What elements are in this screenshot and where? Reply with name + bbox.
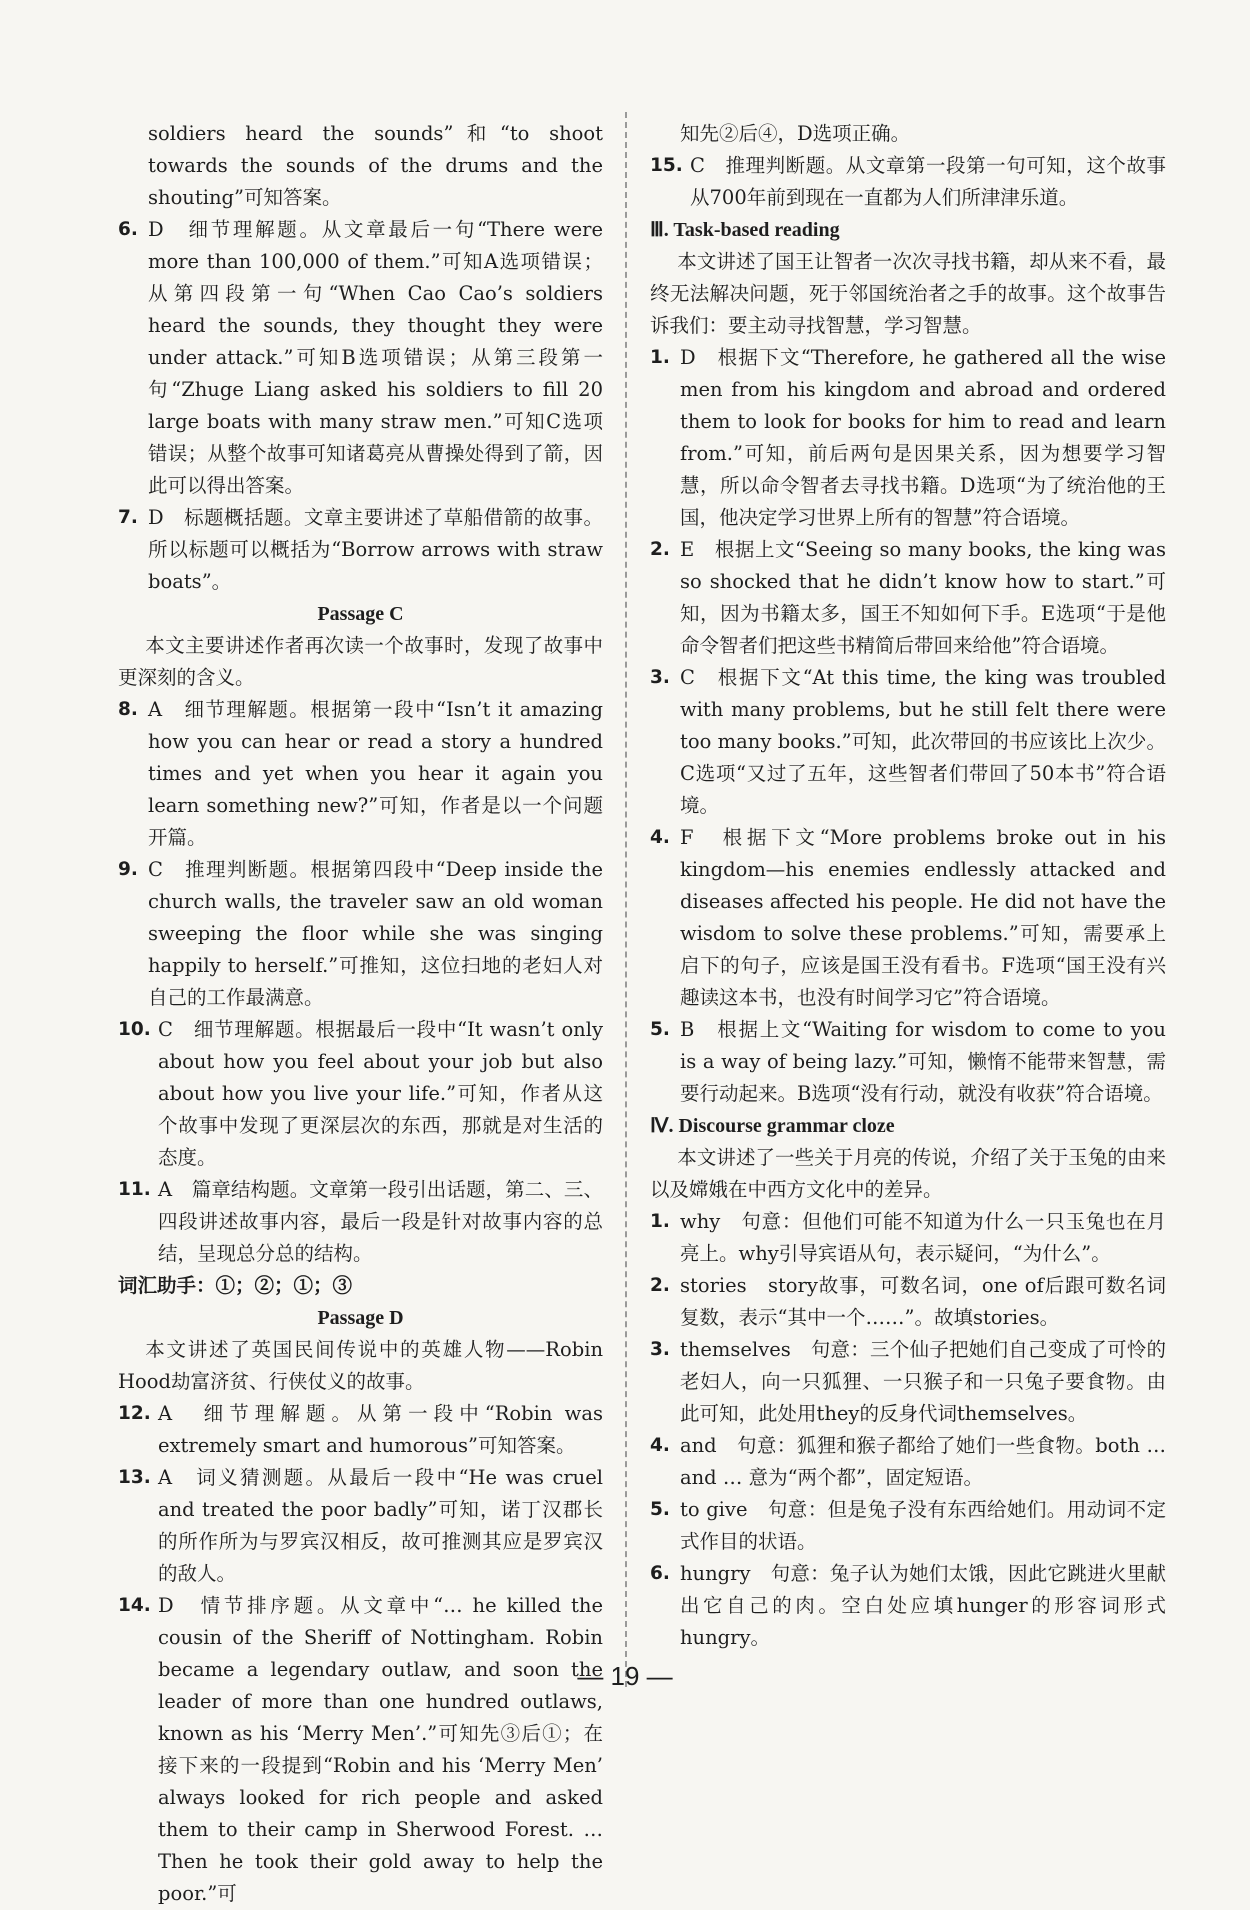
page-number: — 19 — xyxy=(577,1661,673,1691)
question-number: 11. xyxy=(118,1179,151,1200)
answer-item xyxy=(118,502,603,598)
vocabulary-helper: 词汇助手：①；②；①；③ xyxy=(118,1274,353,1297)
answer-word: hungry xyxy=(680,1562,751,1585)
answer-item xyxy=(650,1206,1166,1270)
answer-explanation: C 细节理解题。根据最后一段中“It wasn’t only about how you feel about your job but also about how you live your life.”可知，作者从这个故事中发现了更深层次的东西，那就是对生活的态度。 xyxy=(158,1018,603,1169)
question-number: 2. xyxy=(650,539,670,560)
question-number: 8. xyxy=(118,699,138,720)
answer-word: themselves xyxy=(680,1338,791,1361)
question-number: 7. xyxy=(118,507,138,528)
answer-explanation: D 细节理解题。从文章最后一句“There were more than 100,000 of them.”可知A选项错误；从第四段第一句“When Cao Cao’s soldiers heard the sounds, they thought they were under attack.”可知B选项错误；从第三段第一句“Zhuge Liang asked his soldiers to fill 20 large boats with many straw men.”可知C选项错误；从整个故事可知诸葛亮从曹操处得到了箭，因此可以得出答案。 xyxy=(148,218,603,497)
answer-item xyxy=(118,1462,603,1590)
answer-item xyxy=(118,1590,603,1910)
question-number: 6. xyxy=(650,1563,670,1584)
section-heading: Ⅲ. Task-based reading xyxy=(650,219,840,241)
section-summary: 本文讲述了国王让智者一次次寻找书籍，却从来不看，最终无法解决问题，死于邻国统治者之手的故事。这个故事告诉我们：要主动寻找智慧，学习智慧。 xyxy=(650,250,1166,337)
answer-item xyxy=(650,342,1166,534)
question-number: 10. xyxy=(118,1019,151,1040)
answer-explanation: E 根据上文“Seeing so many books, the king was so shocked that he didn’t know how to start.”可知，因为书籍太多，国王不知如何下手。E选项“于是他命令智者们把这些书精简后带回来给他”符合语境。 xyxy=(680,538,1166,657)
question-number: 13. xyxy=(118,1467,151,1488)
answer-item xyxy=(118,214,603,502)
answer-explanation: 句意：但是兔子没有东西给她们。用动词不定式作目的状语。 xyxy=(680,1498,1166,1553)
answer-explanation: C 推理判断题。从文章第一段第一句可知，这个故事从700年前到现在一直都为人们所津津乐道。 xyxy=(690,154,1166,209)
answer-explanation: C 根据下文“At this time, the king was troubled with many problems, but he still felt there were too many books.”可知，此次带回的书应该比上次少。C选项“又过了五年，这些智者们带回了50本书”符合语境。 xyxy=(680,666,1166,817)
answer-item xyxy=(118,694,603,854)
answer-item xyxy=(650,822,1166,1014)
left-column xyxy=(118,118,603,1910)
answer-item xyxy=(650,150,1166,214)
answer-item xyxy=(118,1014,603,1174)
answer-item xyxy=(650,1014,1166,1110)
answer-word: why xyxy=(680,1210,721,1233)
question-number: 1. xyxy=(650,347,670,368)
question-number: 9. xyxy=(118,859,138,880)
answer-word: to give xyxy=(680,1498,748,1521)
answer-explanation: 句意：但他们可能不知道为什么一只玉兔也在月亮上。why引导宾语从句，表示疑问，“为什么”。 xyxy=(680,1210,1166,1265)
answer-explanation: D 标题概括题。文章主要讲述了草船借箭的故事。所以标题可以概括为“Borrow arrows with straw boats”。 xyxy=(148,506,603,593)
question-number: 15. xyxy=(650,155,683,176)
answer-explanation: F 根据下文“More problems broke out in his kingdom—his enemies endlessly attacked and diseases affected his people. He did not have the wisdom to solve these problems.”可知，需要承上启下的句子，应该是国王没有看书。F选项“国王没有兴趣读这本书，也没有时间学习它”符合语境。 xyxy=(680,826,1166,1009)
answer-item xyxy=(650,534,1166,662)
answer-word: and xyxy=(680,1434,717,1457)
answer-explanation: D 情节排序题。从文章中“… he killed the cousin of the Sheriff of Nottingham. Robin became a legendary outlaw, and soon the leader of more than one hundred outlaws, known as his ‘Merry Men’.”可知先③后①；在接下来的一段提到“Robin and his ‘Merry Men’ always looked for rich people and asked them to their camp in Sherwood Forest. … Then he took their gold away to help the poor.”可 xyxy=(158,1594,603,1905)
answer-explanation: 句意：兔子认为她们太饿，因此它跳进火里献出它自己的肉。空白处应填hunger的形容词形式hungry。 xyxy=(680,1562,1166,1649)
answer-explanation: 句意：三个仙子把她们自己变成了可怜的老妇人，向一只狐狸、一只猴子和一只兔子要食物。由此可知，此处用they的反身代词themselves。 xyxy=(680,1338,1166,1425)
answer-item xyxy=(650,1334,1166,1430)
column-divider xyxy=(625,112,627,1687)
answer-item xyxy=(118,854,603,1014)
answer-item xyxy=(118,1398,603,1462)
right-column xyxy=(650,118,1166,1654)
answer-explanation: B 根据上文“Waiting for wisdom to come to you is a way of being lazy.”可知，懒惰不能带来智慧，需要行动起来。B选项“没有行动，就没有收获”符合语境。 xyxy=(680,1018,1166,1105)
passage-summary: 本文讲述了英国民间传说中的英雄人物——Robin Hood劫富济贫、行侠仗义的故事。 xyxy=(118,1338,603,1393)
passage-heading: Passage C xyxy=(317,603,404,625)
question-number: 3. xyxy=(650,667,670,688)
passage-heading: Passage D xyxy=(317,1307,404,1329)
question-number: 3. xyxy=(650,1339,670,1360)
section-heading: Ⅳ. Discourse grammar cloze xyxy=(650,1115,895,1137)
question-number: 5. xyxy=(650,1499,670,1520)
answer-item xyxy=(650,1270,1166,1334)
answer-explanation: A 篇章结构题。文章第一段引出话题，第二、三、四段讲述故事内容，最后一段是针对故事内容的总结，呈现总分总的结构。 xyxy=(158,1178,603,1265)
question-number: 5. xyxy=(650,1019,670,1040)
question-number: 1. xyxy=(650,1211,670,1232)
answer-item xyxy=(650,662,1166,822)
answer-item xyxy=(650,1430,1166,1494)
continued-text: soldiers heard the sounds”和“to shoot towards the sounds of the drums and the shouting”可知答案。 xyxy=(148,122,603,209)
answer-word: stories xyxy=(680,1274,747,1297)
answer-explanation: A 细节理解题。从第一段中“Robin was extremely smart and humorous”可知答案。 xyxy=(158,1402,603,1457)
question-number: 14. xyxy=(118,1595,151,1616)
continued-text: 知先②后④，D选项正确。 xyxy=(680,122,911,145)
answer-explanation: C 推理判断题。根据第四段中“Deep inside the church walls, the traveler saw an old woman sweeping the floor while she was singing happily to herself.”可推知，这位扫地的老妇人对自己的工作最满意。 xyxy=(148,858,603,1009)
question-number: 4. xyxy=(650,1435,670,1456)
answer-explanation: A 细节理解题。根据第一段中“Isn’t it amazing how you can hear or read a story a hundred times and yet when you hear it again you learn something new?”可知，作者是以一个问题开篇。 xyxy=(148,698,603,849)
answer-item xyxy=(118,1174,603,1270)
question-number: 2. xyxy=(650,1275,670,1296)
question-number: 6. xyxy=(118,219,138,240)
answer-explanation: A 词义猜测题。从最后一段中“He was cruel and treated the poor badly”可知，诺丁汉郡长的所作所为与罗宾汉相反，故可推测其应是罗宾汉的敌人。 xyxy=(158,1466,603,1585)
answer-item xyxy=(650,1558,1166,1654)
question-number: 12. xyxy=(118,1403,151,1424)
answer-explanation: D 根据下文“Therefore, he gathered all the wise men from his kingdom and abroad and ordered them to look for books for him to read and learn from.”可知，前后两句是因果关系，因为想要学习智慧，所以命令智者去寻找书籍。D选项“为了统治他的王国，他决定学习世界上所有的智慧”符合语境。 xyxy=(680,346,1166,529)
answer-item xyxy=(650,1494,1166,1558)
answer-explanation: story故事，可数名词，one of后跟可数名词复数，表示“其中一个……”。故填stories。 xyxy=(680,1274,1166,1329)
section-summary: 本文讲述了一些关于月亮的传说，介绍了关于玉兔的由来以及嫦娥在中西方文化中的差异。 xyxy=(650,1146,1166,1201)
answer-explanation: 句意：狐狸和猴子都给了她们一些食物。both … and … 意为“两个都”，固定短语。 xyxy=(680,1434,1166,1489)
question-number: 4. xyxy=(650,827,670,848)
passage-summary: 本文主要讲述作者再次读一个故事时，发现了故事中更深刻的含义。 xyxy=(118,634,603,689)
